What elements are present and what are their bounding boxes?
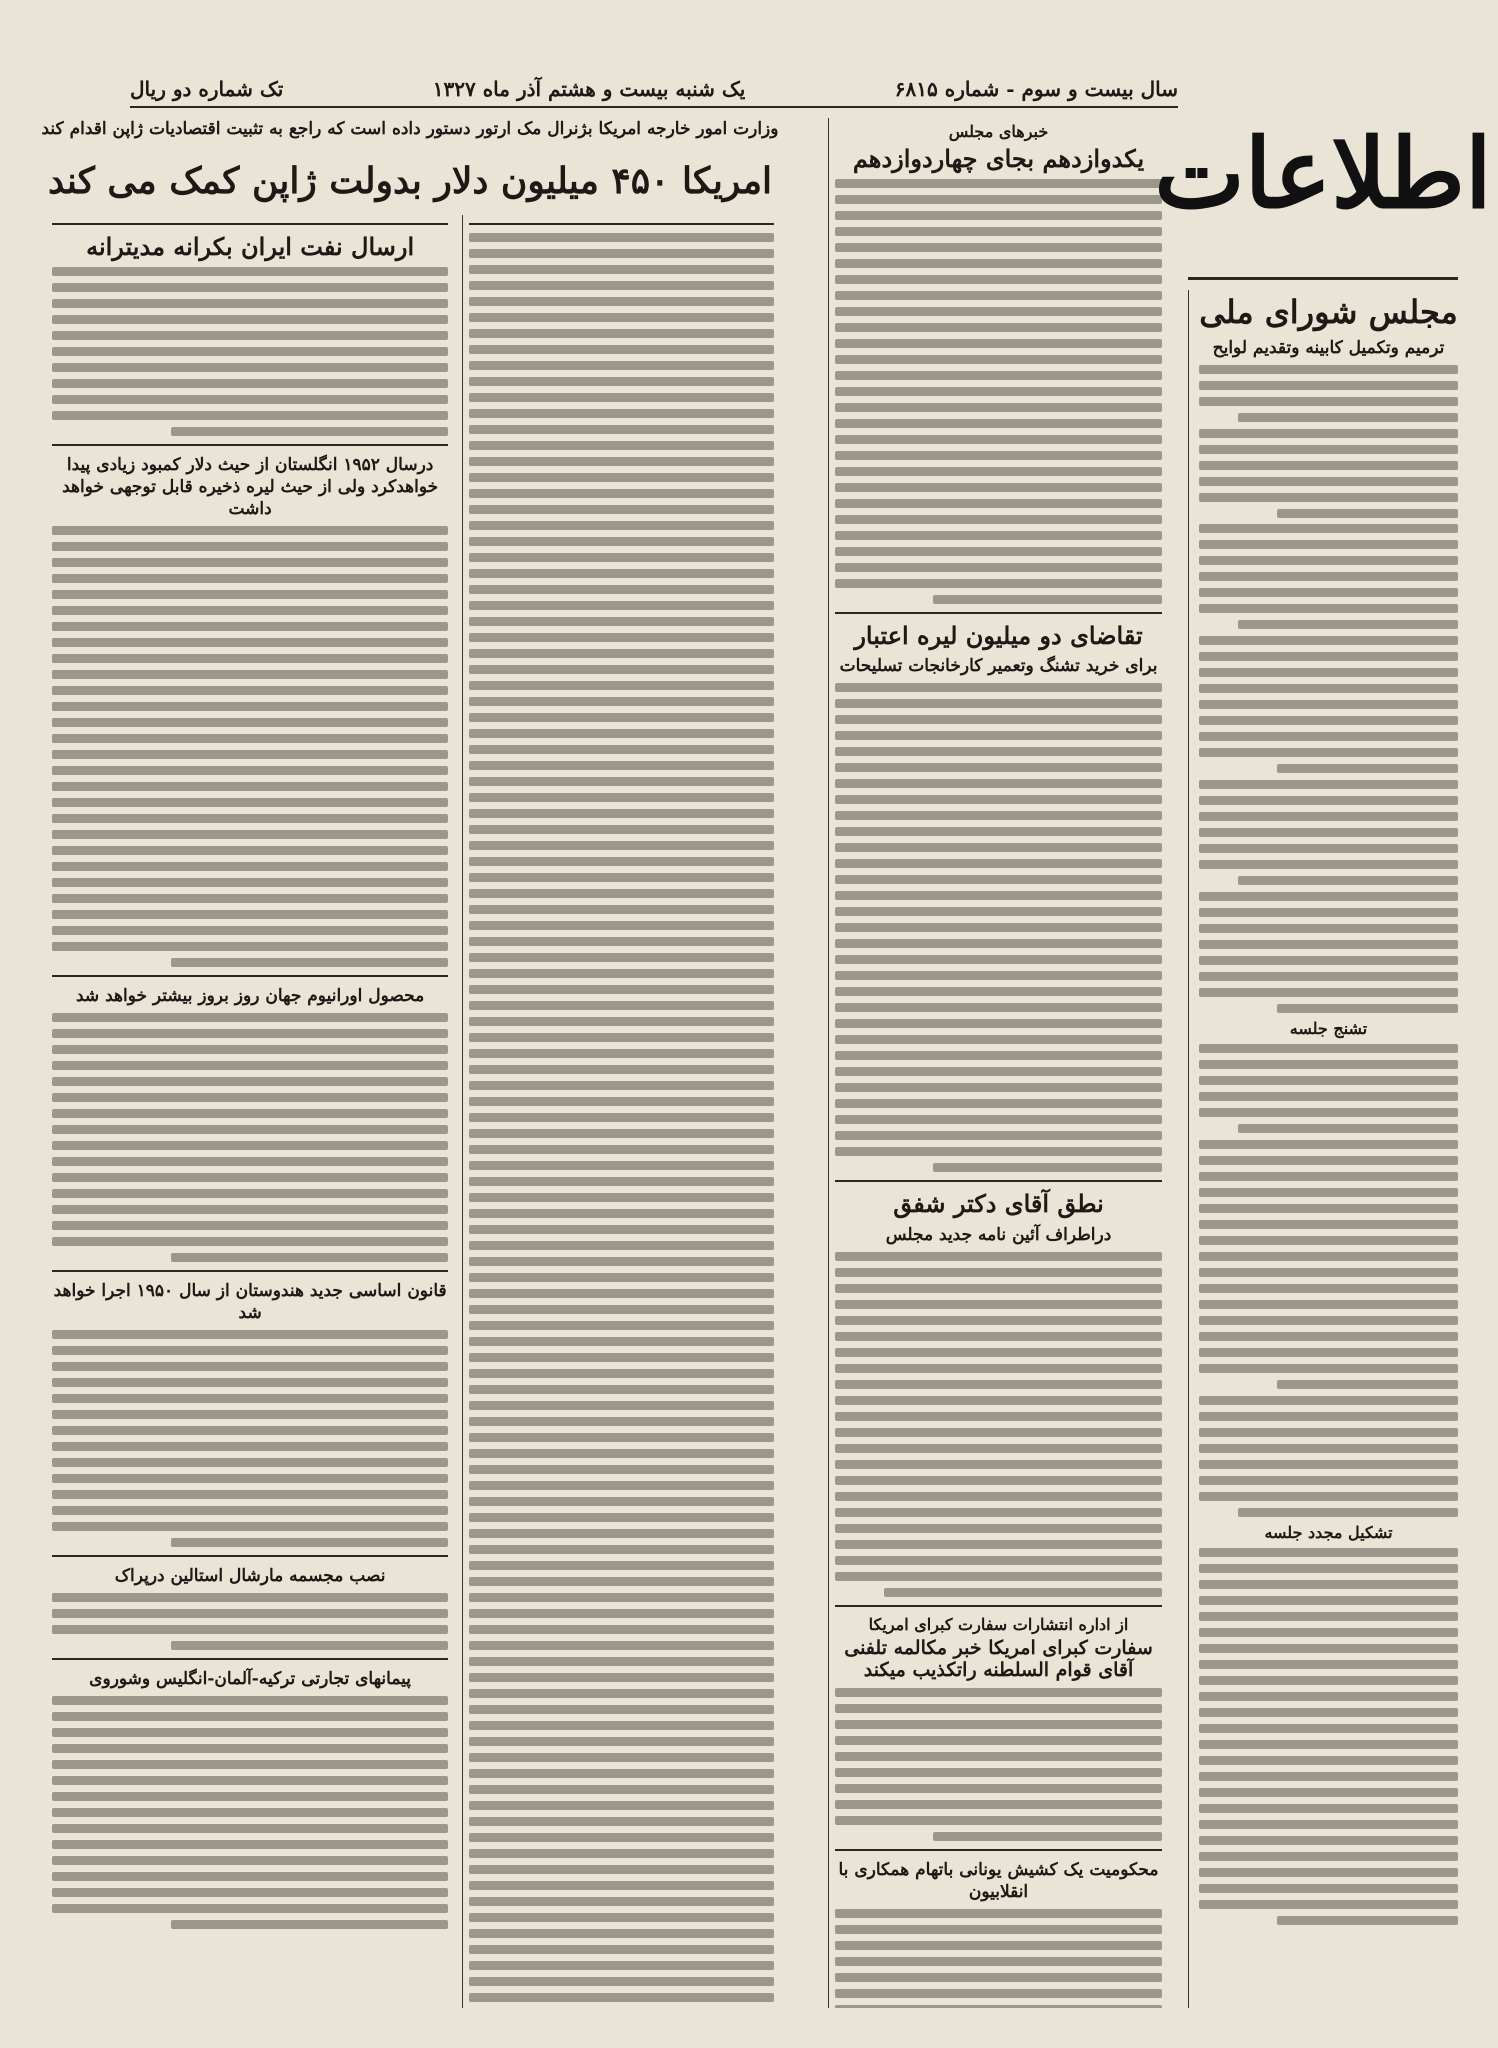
left-story-6-text — [52, 1696, 448, 1929]
middle-column — [828, 118, 1168, 2008]
mid-text-block-3 — [835, 1252, 1162, 1597]
left-story-6-headline: پیمانهای تجارتی ترکیه-آلمان-انگلیس وشوروی — [89, 1669, 412, 1690]
masthead — [1154, 70, 1492, 280]
left-story-1-text — [52, 267, 448, 436]
mid-text-block-4 — [835, 1688, 1162, 1841]
issue-date: یک شنبه بیست و هشتم آذر ماه ۱۳۲۷ — [432, 77, 746, 101]
right-column — [1188, 290, 1458, 2008]
right-section-heading-1: تشنج جلسه — [1289, 1018, 1368, 1038]
left-column — [40, 215, 780, 2008]
mid-headline-3: نطق آقای دکتر شفق — [893, 1189, 1104, 1219]
mid-text-block-2 — [835, 683, 1162, 1172]
left-story-4-headline: قانون اساسی جدید هندوستان از سال ۱۹۵۰ اجرا خواهد شد — [53, 1280, 447, 1324]
left-story-1-headline: ارسال نفت ایران بکرانه مدیترانه — [86, 232, 415, 261]
right-text-block-1 — [1199, 365, 1458, 518]
right-text-block-2 — [1199, 524, 1458, 1013]
right-text-block-4 — [1199, 1548, 1458, 1925]
mid-text-block-1 — [835, 179, 1162, 604]
left-subcolumn-left — [46, 215, 448, 2008]
mid-headline-2: تقاضای دو میلیون لیره اعتبار — [854, 620, 1143, 650]
left-kicker: وزارت امور خارجه امریکا بژنرال مک ارتور دستور داده است که راجع به تثبیت اقتصادیات ژاپن اقدام کند — [41, 119, 779, 139]
left-subcolumn-right — [462, 215, 774, 2008]
left-story-2-text — [52, 526, 448, 967]
masthead-logo: اطلاعات — [1154, 116, 1492, 230]
left-story-3-text — [52, 1013, 448, 1262]
mid-subhead-2: برای خرید تشنگ وتعمیر کارخانجات تسلیحات — [839, 656, 1158, 677]
header-bar — [130, 72, 1178, 108]
left-story-5-headline: نصب مجسمه مارشال استالین درپراک — [114, 1566, 386, 1587]
left-story-4-text — [52, 1330, 448, 1547]
left-story-3-headline: محصول اورانیوم جهان روز بروز بیشتر خواهد شد — [76, 985, 425, 1006]
right-text-block-3 — [1199, 1044, 1458, 1517]
right-section-heading-2: تشکیل مجدد جلسه — [1264, 1522, 1393, 1542]
left-main-story-text — [469, 233, 774, 2008]
mid-headline-5: محکومیت یک کشیش یونانی باتهام همکاری با انقلابیون — [838, 1859, 1159, 1902]
left-story-2-headline: درسال ۱۹۵۲ انگلستان از حیث دلار کمبود زیادی پیدا خواهدکرد ولی از حیث لیره ذخیره قابل توجهی خواهد داشت — [62, 454, 439, 519]
mid-headline-1: یکدوازدهم بجای چهاردوازدهم — [852, 144, 1145, 173]
mid-subhead-3: دراطراف آئین نامه جدید مجلس — [885, 1224, 1112, 1245]
issue-price: تک شماره دو ریال — [130, 77, 284, 101]
right-subhead: ترمیم وتکمیل کابینه وتقدیم لوایح — [1212, 337, 1445, 358]
issue-info: سال بیست و سوم - شماره ۶۸۱۵ — [894, 77, 1178, 101]
left-story-5-text — [52, 1593, 448, 1650]
left-headline: امریکا ۴۵۰ میلیون دلار بدولت ژاپن کمک می کند — [47, 160, 772, 202]
mid-kicker-4: از اداره انتشارات سفارت کبرای امریکا — [868, 1614, 1129, 1634]
mid-headline-4: سفارت کبرای امریکا خبر مکالمه تلفنی آقای قوام السلطنه راتکذیب میکند — [844, 1636, 1153, 1681]
mid-text-block-5 — [835, 1909, 1162, 2008]
right-headline: مجلس شورای ملی — [1199, 293, 1458, 331]
mid-kicker: خبرهای مجلس — [948, 122, 1049, 141]
